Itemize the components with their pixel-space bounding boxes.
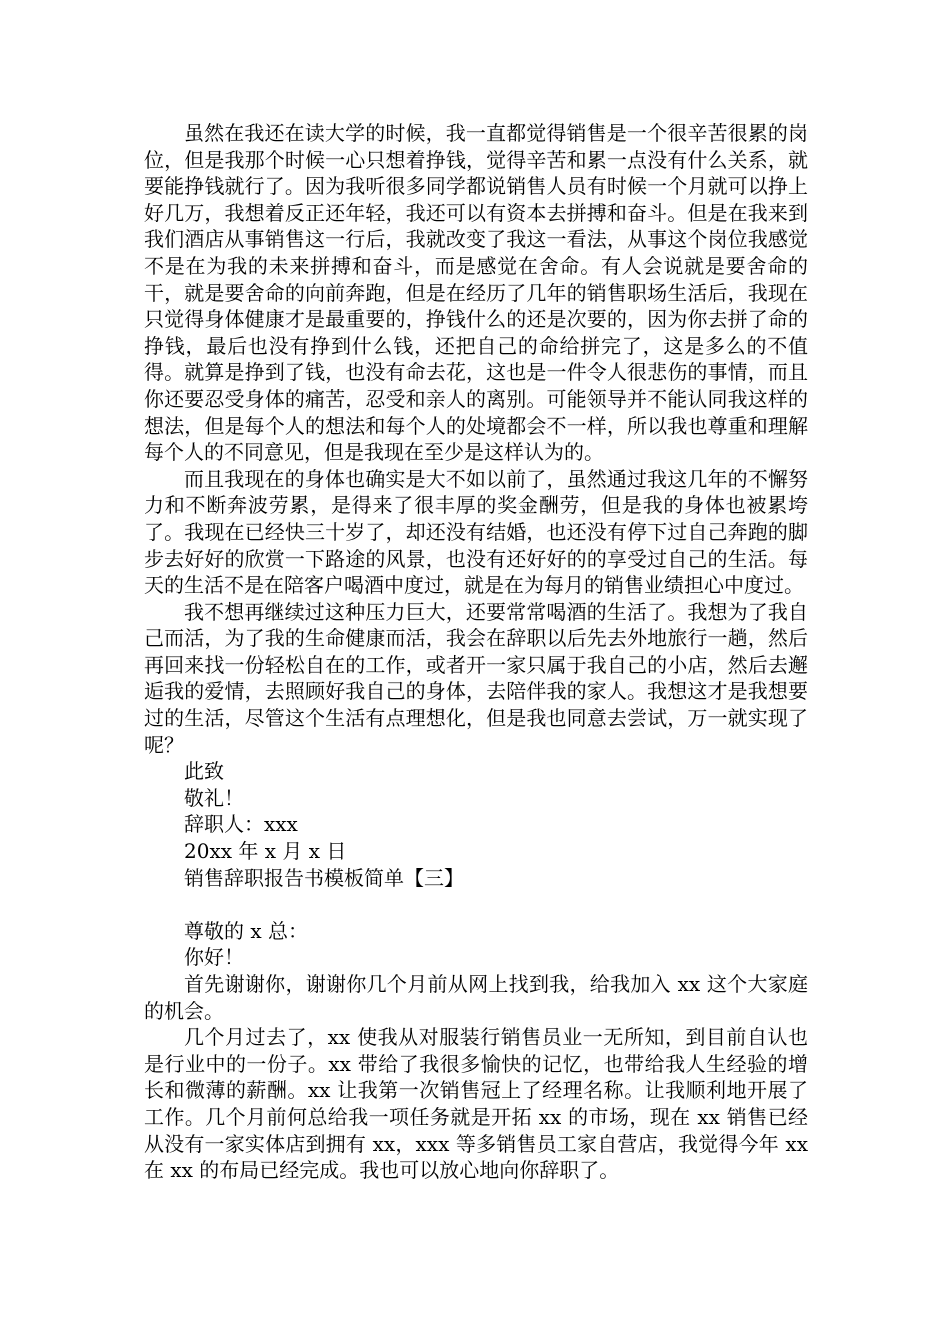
paragraph-2: 而且我现在的身体也确实是大不如以前了，虽然通过我这几年的不懈努力和不断奔波劳累，是得来了很丰厚的奖金酬劳，但是我的身体也被累垮了。我现在已经快三十岁了，却还没有结婚，也还没有停下过自己奔跑的脚步去好好的欣赏一下路途的风景，也没有还好好的的享受过自己的生活。每天的生活不是在陪客户喝酒中度过，就是在为每月的销售业绩担心中度过。 <box>144 466 808 598</box>
blank-line <box>144 891 808 918</box>
paragraph-4: 首先谢谢你，谢谢你几个月前从网上找到我，给我加入 xx 这个大家庭的机会。 <box>144 972 808 1023</box>
closing-phrase: 此致 <box>184 759 224 784</box>
document-page <box>144 120 808 1184</box>
salutation: 尊敬的 x 总： <box>184 918 308 943</box>
paragraph-1: 虽然在我还在读大学的时候，我一直都觉得销售是一个很辛苦很累的岗位，但是我那个时候一心只想着挣钱，觉得辛苦和累一点没有什么关系，就要能挣钱就行了。因为我听很多同学都说销售人员有时候一个月就可以挣上好几万，我想着反正还年轻，我还可以有资本去拼搏和奋斗。但是在我来到我们酒店从事销售这一行后，我就改变了我这一看法，从事这个岗位我感觉不是在为我的未来拼搏和奋斗，而是感觉在舍命。有人会说就是要舍命的干，就是要舍命的向前奔跑，但是在经历了几年的销售职场生活后，我现在只觉得身体健康才是最重要的，挣钱什么的还是次要的，因为你去拼了命的挣钱，最后也没有挣到什么钱，还把自己的命给拼完了，这是多么的不值得。就算是挣到了钱，也没有命去花，这也是一件令人很悲伤的事情，而且你还要忍受身体的痛苦，忍受和亲人的离别。可能领导并不能认同我这样的想法，但是每个人的想法和每个人的处境都会不一样，所以我也尊重和理解每个人的不同意见，但是我现在至少是这样认为的。 <box>144 121 808 465</box>
greeting: 你好！ <box>184 945 244 970</box>
signature-line: 辞职人：xxx <box>184 812 298 837</box>
paragraph-3: 我不想再继续过这种压力巨大，还要常常喝酒的生活了。我想为了我自己而活，为了我的生命健康而活，我会在辞职以后先去外地旅行一趟，然后再回来找一份轻松自在的工作，或者开一家只属于我自己的小店，然后去邂逅我的爱情，去照顾好我自己的身体，去陪伴我的家人。我想这才是我想要过的生活，尽管这个生活有点理想化，但是我也同意去尝试，万一就实现了呢？ <box>144 599 808 757</box>
section-title: 销售辞职报告书模板简单【三】 <box>184 865 464 890</box>
paragraph-5: 几个月过去了，xx 使我从对服装行销售员业一无所知，到目前自认也是行业中的一份子。xx 带给了我很多愉快的记忆，也带给我人生经验的增长和微薄的薪酬。xx 让我第一次销售冠上了经理名称。让我顺利地开展了工作。几个月前何总给我一项任务就是开拓 xx 的市场，现在 xx 销售已经从没有一家实体店到拥有 xx，xxx 等多销售员工家自营店，我觉得今年 xx 在 xx 的布局已经完成。我也可以放心地向你辞职了。 <box>144 1025 808 1183</box>
closing-salute: 敬礼！ <box>184 785 244 810</box>
date-line: 20xx 年 x 月 x 日 <box>184 839 347 864</box>
